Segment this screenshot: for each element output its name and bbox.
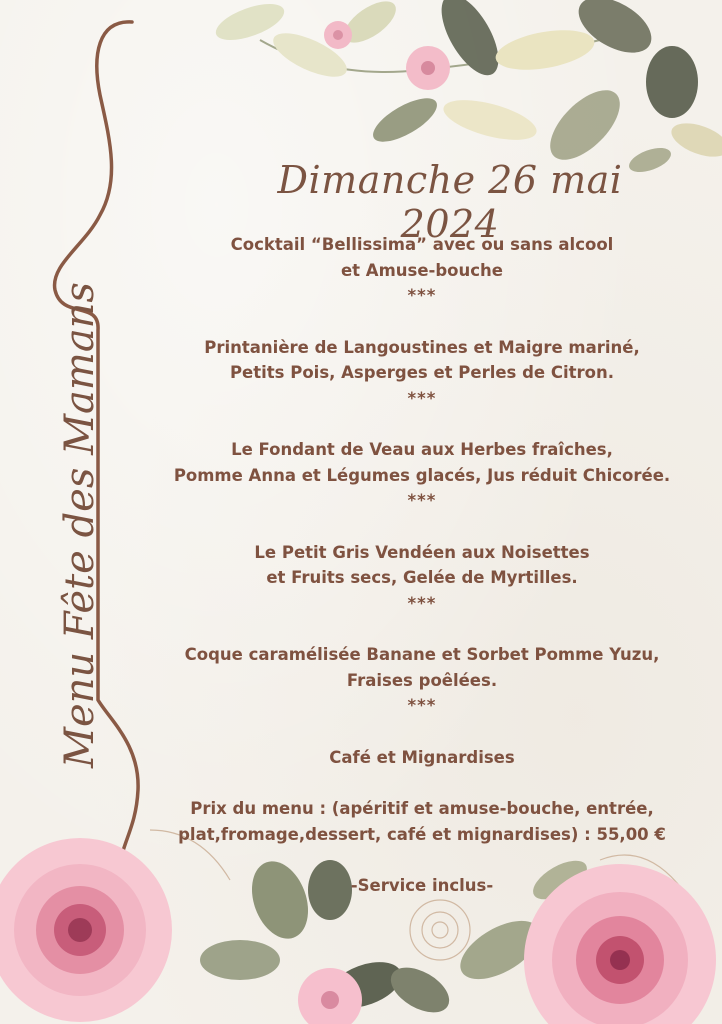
price-line: Prix du menu : (apéritif et amuse-bouche, entrée,	[190, 799, 654, 818]
course-line: et Fruits secs, Gelée de Myrtilles.	[266, 568, 578, 587]
vertical-menu-title: Menu Fête des Mamans	[57, 282, 103, 768]
course-2	[162, 335, 682, 412]
course-1	[162, 232, 682, 309]
course-line: et Amuse-bouche	[340, 260, 503, 280]
course-4	[162, 540, 682, 617]
course-line: Fraises poêlées.	[346, 670, 498, 690]
course-5	[162, 642, 682, 719]
service-text: -Service inclus-	[350, 876, 494, 895]
course-line: Printanière de Langoustines et Maigre mariné,	[204, 337, 640, 357]
course-line: Le Fondant de Veau aux Herbes fraîches,	[231, 440, 613, 459]
course-line: Coque caramélisée Banane et Sorbet Pomme Yuzu,	[184, 645, 660, 664]
course-line: Petits Pois, Asperges et Perles de Citron.	[229, 363, 615, 382]
final-course	[162, 745, 682, 771]
course-3	[162, 437, 682, 514]
event-date: Dimanche 26 mai 2024	[277, 158, 623, 246]
menu-list	[162, 232, 682, 899]
price-info	[162, 796, 682, 847]
course-line: Le Petit Gris Vendéen aux Noisettes	[254, 542, 590, 562]
course-line: Café et Mignardises	[329, 747, 515, 767]
course-line: Cocktail “Bellissima” avec ou sans alcool	[230, 235, 614, 254]
separator: ***	[407, 593, 437, 613]
separator: ***	[407, 388, 437, 408]
course-line: Pomme Anna et Légumes glacés, Jus réduit Chicorée.	[173, 465, 671, 485]
separator: ***	[407, 286, 437, 305]
separator: ***	[407, 696, 437, 715]
service-note	[162, 873, 682, 899]
separator: ***	[407, 491, 437, 510]
price-line: plat,fromage,dessert, café et mignardises) : 55,00 €	[178, 824, 666, 844]
top-foliage	[211, 0, 722, 177]
